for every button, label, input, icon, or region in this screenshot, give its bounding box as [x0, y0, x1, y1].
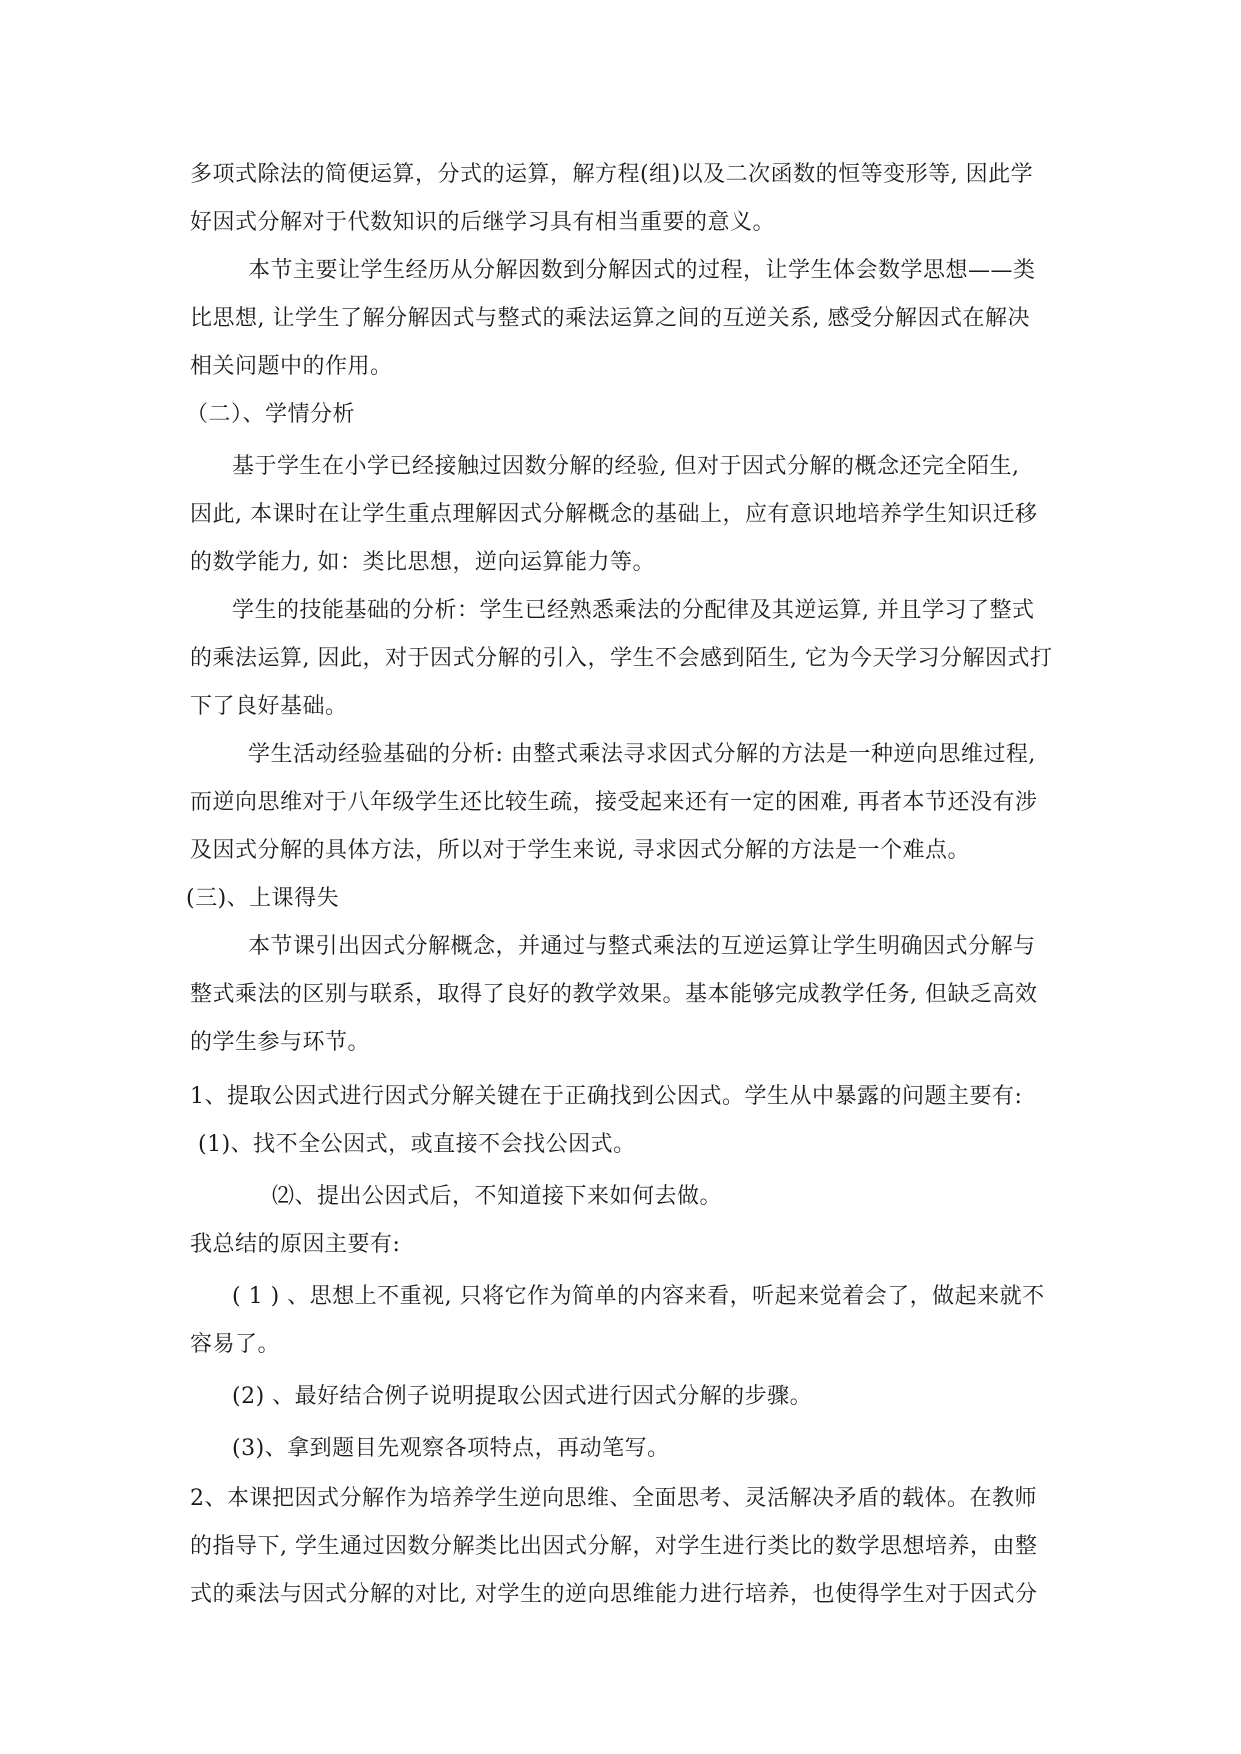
section-heading: （二）、学情分析 [186, 402, 356, 427]
text-line: 的学生参与环节。 [190, 1030, 371, 1055]
text-line: 及因式分解的具体方法，所以对于学生来说, 寻求因式分解的方法是一个难点。 [190, 838, 970, 863]
text-line: 比思想, 让学生了解分解因式与整式的乘法运算之间的互逆关系, 感受分解因式在解决 [190, 306, 1030, 331]
text-line: 学生活动经验基础的分析: 由整式乘法寻求因式分解的方法是一种逆向思维过程, [248, 742, 1036, 767]
text-line: 的指导下, 学生通过因数分解类比出因式分解，对学生进行类比的数学思想培养，由整 [190, 1534, 1038, 1559]
text-line: 基于学生在小学已经接触过因数分解的经验, 但对于因式分解的概念还完全陌生, [232, 454, 1020, 479]
list-item: (2) 、最好结合例子说明提取公因式进行因式分解的步骤。 [232, 1384, 813, 1409]
text-line: 本节主要让学生经历从分解因数到分解因式的过程，让学生体会数学思想——类 [248, 258, 1036, 283]
text-line: 我总结的原因主要有: [190, 1232, 401, 1257]
section-heading: (三)、上课得失 [186, 886, 340, 911]
list-item: (1)、找不全公因式，或直接不会找公因式。 [198, 1132, 636, 1157]
text-line: 容易了。 [190, 1332, 281, 1357]
text-line: 本节课引出因式分解概念，并通过与整式乘法的互逆运算让学生明确因式分解与 [248, 934, 1036, 959]
text-line: 1、提取公因式进行因式分解关键在于正确找到公因式。学生从中暴露的问题主要有: [190, 1084, 1023, 1109]
list-item: ( 1 ) 、思想上不重视, 只将它作为简单的内容来看，听起来觉着会了，做起来就不 [232, 1284, 1045, 1309]
text-line: 因此, 本课时在让学生重点理解因式分解概念的基础上，应有意识地培养学生知识迁移 [190, 502, 1038, 527]
list-item: ⑵、提出公因式后，不知道接下来如何去做。 [272, 1184, 723, 1209]
text-line: 式的乘法与因式分解的对比, 对学生的逆向思维能力进行培养，也使得学生对于因式分 [190, 1582, 1038, 1607]
text-line: 好因式分解对于代数知识的后继学习具有相当重要的意义。 [190, 210, 776, 235]
list-item: (3)、拿到题目先观察各项特点，再动笔写。 [232, 1436, 670, 1461]
text-line: 的乘法运算, 因此，对于因式分解的引入，学生不会感到陌生, 它为今天学习分解因式打 [190, 646, 1053, 671]
text-line: 2、本课把因式分解作为培养学生逆向思维、全面思考、灵活解决矛盾的载体。在教师 [190, 1486, 1037, 1511]
text-line: 多项式除法的简便运算，分式的运算，解方程(组)以及二次函数的恒等变形等, 因此学 [190, 162, 1034, 187]
text-line: 相关问题中的作用。 [190, 354, 393, 379]
text-line: 下了良好基础。 [190, 694, 348, 719]
text-line: 而逆向思维对于八年级学生还比较生疏，接受起来还有一定的困难, 再者本节还没有涉 [190, 790, 1038, 815]
text-line: 整式乘法的区别与联系，取得了良好的教学效果。基本能够完成教学任务, 但缺乏高效 [190, 982, 1038, 1007]
text-line: 学生的技能基础的分析：学生已经熟悉乘法的分配律及其逆运算, 并且学习了整式 [232, 598, 1035, 623]
text-line: 的数学能力, 如：类比思想，逆向运算能力等。 [190, 550, 655, 575]
